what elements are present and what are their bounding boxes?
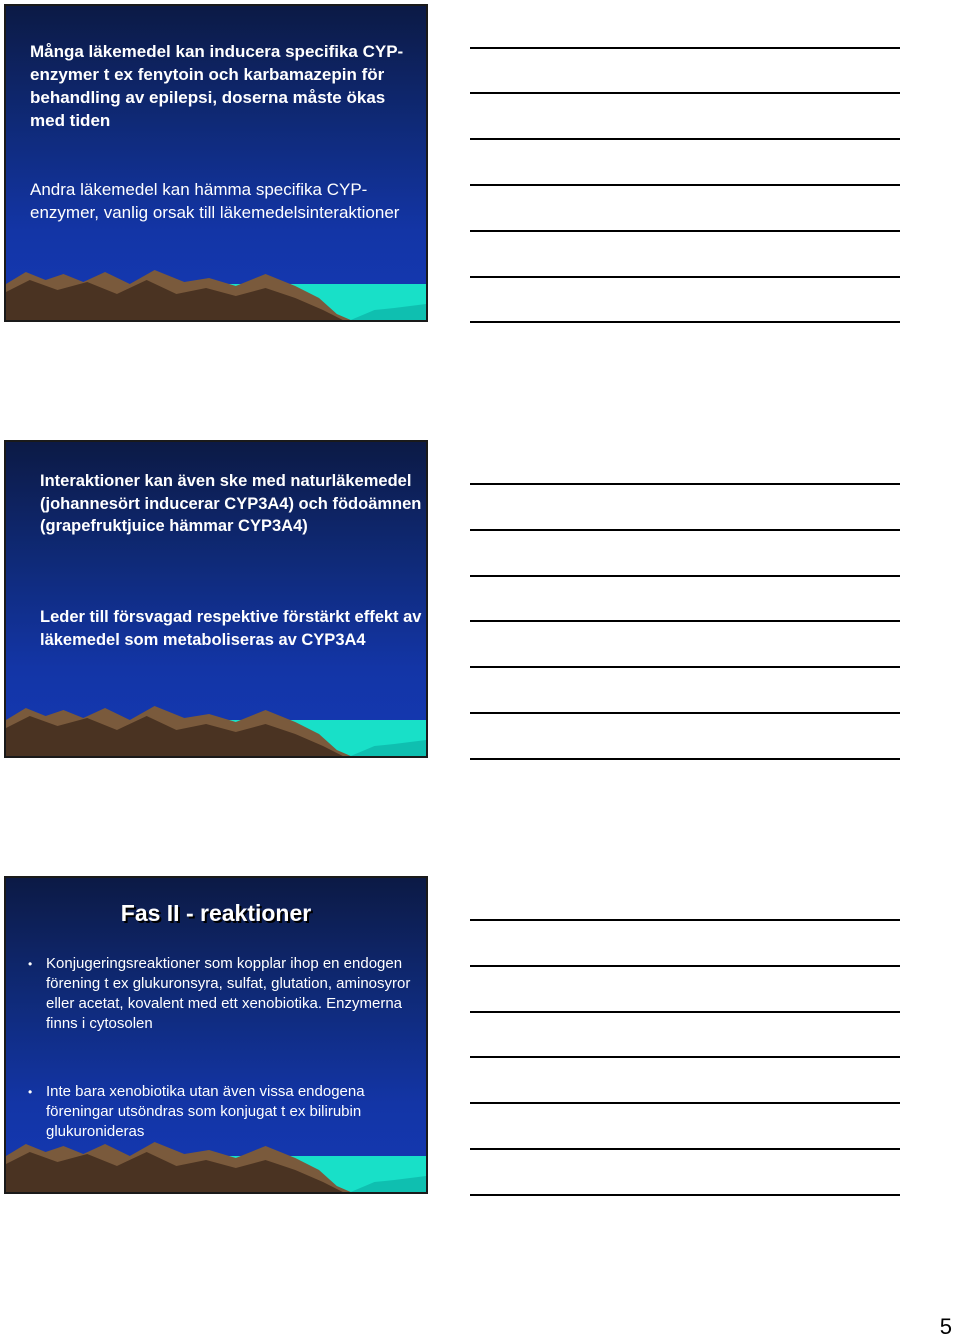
slide-1-paragraph-1 bbox=[30, 40, 420, 132]
slide-2-text-2: Leder till försvagad respektive förstärkt effekt av läkemedel som metaboliseras av CYP3A4 bbox=[40, 608, 422, 649]
note-line bbox=[470, 666, 900, 668]
note-line bbox=[470, 230, 900, 232]
note-line bbox=[470, 919, 900, 921]
page-number: 5 bbox=[939, 1314, 952, 1339]
slide-1-text-1: Många läkemedel kan inducera specifika CYP-enzymer t ex fenytoin och karbamazepin för behandling av epilepsi, doserna måste ökas med tiden bbox=[30, 42, 404, 130]
note-line bbox=[470, 138, 900, 140]
bullet-icon: • bbox=[28, 1085, 33, 1099]
note-line bbox=[470, 1194, 900, 1196]
note-line bbox=[470, 529, 900, 531]
slide-2-paragraph-1 bbox=[40, 470, 425, 538]
slide-2-paragraph-2 bbox=[40, 606, 425, 651]
slide-2 bbox=[4, 440, 428, 758]
note-line bbox=[470, 1056, 900, 1058]
slide-3 bbox=[4, 876, 428, 1194]
note-line bbox=[470, 1102, 900, 1104]
mountain-landscape-icon bbox=[6, 1142, 426, 1192]
slide-3-bullet-2 bbox=[28, 1082, 418, 1142]
mountain-landscape-icon bbox=[6, 270, 426, 320]
slide-1 bbox=[4, 4, 428, 322]
slide-1-paragraph-2 bbox=[30, 178, 420, 224]
note-line bbox=[470, 620, 900, 622]
note-line bbox=[470, 47, 900, 49]
note-line bbox=[470, 712, 900, 714]
note-line bbox=[470, 575, 900, 577]
note-line bbox=[470, 184, 900, 186]
slide-3-title: Fas II - reaktioner bbox=[120, 900, 312, 926]
note-line bbox=[470, 92, 900, 94]
slide-3-bullet-1-text: Konjugeringsreaktioner som kopplar ihop en endogen förening t ex glukuronsyra, sulfat, glutation, aminosyror eller acetat, kovalent med ett xenobiotika. Enzymerna finns i cytosolen bbox=[46, 955, 411, 1032]
bullet-icon: • bbox=[28, 957, 33, 971]
slide-1-text-2: Andra läkemedel kan hämma specifika CYP-enzymer, vanlig orsak till läkemedelsinteraktioner bbox=[30, 180, 400, 222]
note-line bbox=[470, 965, 900, 967]
note-line bbox=[470, 758, 900, 760]
note-line bbox=[470, 1011, 900, 1013]
note-line bbox=[470, 483, 900, 485]
slide-2-text-1: Interaktioner kan även ske med naturläkemedel (johannesört inducerar CYP3A4) och födoämnen (grapefruktjuice hämmar CYP3A4) bbox=[40, 472, 422, 535]
mountain-landscape-icon bbox=[6, 706, 426, 756]
slide-3-bullet-2-text: Inte bara xenobiotika utan även vissa endogena föreningar utsöndras som konjugat t ex bilirubin glukuronideras bbox=[46, 1083, 365, 1140]
slide-3-bullet-1 bbox=[28, 954, 418, 1034]
note-line bbox=[470, 321, 900, 323]
note-line bbox=[470, 276, 900, 278]
note-line bbox=[470, 1148, 900, 1150]
